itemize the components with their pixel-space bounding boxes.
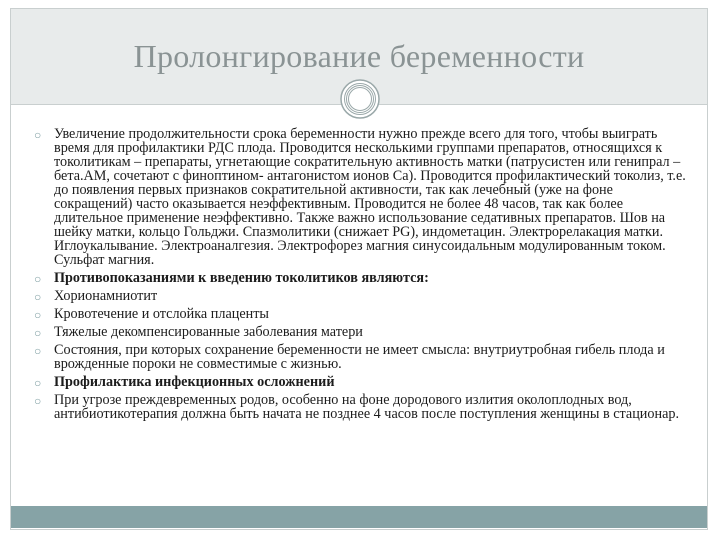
open-circle-bullet-icon: ○ [34, 272, 42, 286]
list-item-text: При угрозе преждевременных родов, особенно на фоне дородового излития околоплодных вод, антибиотикотерапия должна быть начата не позднее 4 часов после поступления женщины в стационар. [54, 392, 680, 422]
slide-title: Пролонгирование беременности [133, 38, 585, 74]
list-item [32, 343, 692, 371]
open-circle-bullet-icon: ○ [34, 308, 42, 322]
list-item-text: Состояния, при которых сохранение беременности не имеет смысла: внутриутробная гибель плода и врожденные пороки не совместимые с жизнью. [54, 342, 665, 372]
open-circle-bullet-icon: ○ [34, 376, 42, 390]
list-item [32, 325, 692, 339]
list-item-text: Увеличение продолжительности срока беременности нужно прежде всего для того, чтобы выиграть время для профилактики РДС плода. Проводится несколькими группами препаратов, относящихся к токолитикам – препараты, угнетающие сократительную активность матки (патрусистен или генипрал – бета.АМ, сочетают с финоптином- антагонистом ионов Са). Проводится профилактический токолиз, т.е. до появления первых признаков сократительной активности, так как лечебный (уже на фоне сокращений) часто оказывается неэффективным. Проводится не более 48 часов, так как более длительное применение неэффективно. Также важно использование седативных препаратов. Шов на шейку матки, кольцо Гольджи. Спазмолитики (снижает PG), индометацин. Электрорелакация матки. Иглоукалывание. Электроаналгезия. Электрофорез магния синусоидальным модулированным током. Сульфат магния. [54, 126, 686, 268]
ring-ornament-icon [339, 78, 381, 120]
list-item [32, 271, 692, 285]
list-item [32, 307, 692, 321]
list-item [32, 289, 692, 303]
list-item-text: Противопоказаниями к введению токолитиков являются: [54, 270, 429, 286]
bullet-list [32, 127, 692, 425]
list-item-text: Профилактика инфекционных осложнений [54, 374, 335, 390]
open-circle-bullet-icon: ○ [34, 344, 42, 358]
list-item-text: Кровотечение и отслойка плаценты [54, 306, 269, 322]
open-circle-bullet-icon: ○ [34, 128, 42, 142]
footer-band [11, 506, 707, 528]
list-item [32, 375, 692, 389]
open-circle-bullet-icon: ○ [34, 326, 42, 340]
list-item-text: Хорионамниотит [54, 288, 158, 304]
open-circle-bullet-icon: ○ [34, 394, 42, 408]
list-item [32, 393, 692, 421]
list-item-text: Тяжелые декомпенсированные заболевания матери [54, 324, 363, 340]
list-item [32, 127, 692, 267]
open-circle-bullet-icon: ○ [34, 290, 42, 304]
